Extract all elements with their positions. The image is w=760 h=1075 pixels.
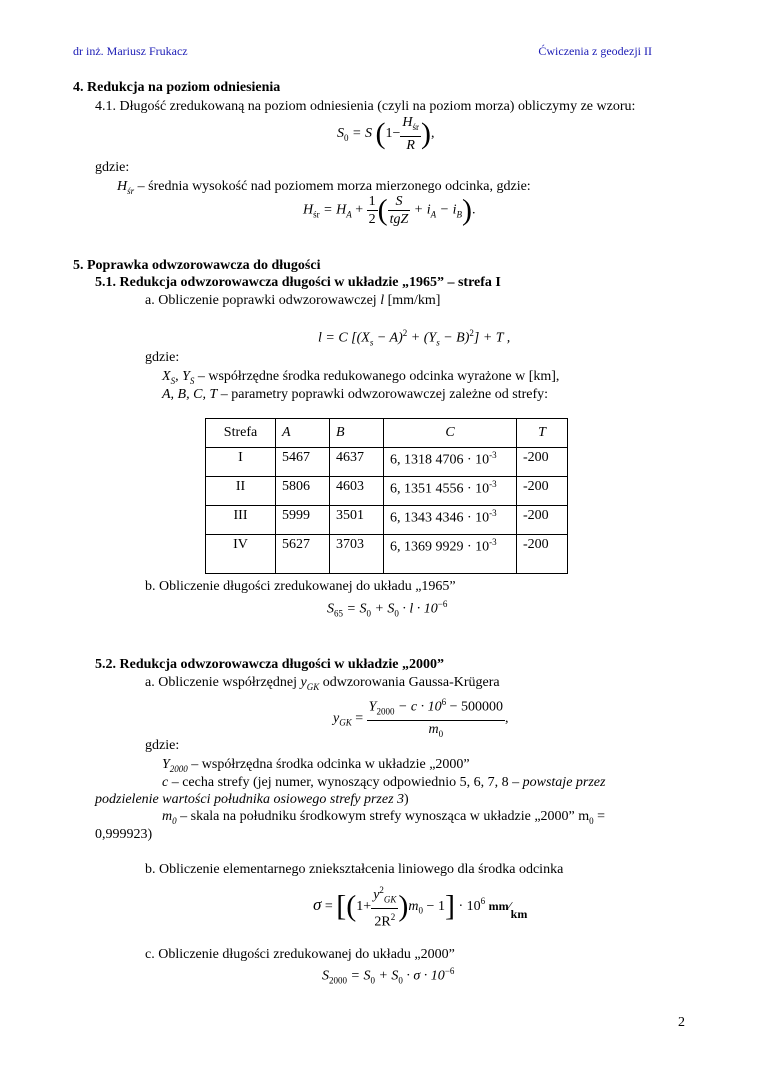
cell-strefa: III xyxy=(206,506,276,535)
step-a-text: a. Obliczenie poprawki odwzorowawczej l [mm/km] xyxy=(145,293,441,308)
strefa-table xyxy=(205,418,568,574)
cell-a: 5806 xyxy=(276,477,330,506)
cell-c: 6, 1343 $4346 \cdot 10^{-3}$ xyxy=(384,506,517,535)
xs-ys-definition: $X_S$, $Y_S$ – współrzędne środka redukowanego odcinka wyrażone w [km], xyxy=(162,369,560,386)
cell-strefa: I xyxy=(206,448,276,477)
formula-hsr: $H_{śr} = H_A$ + $\frac{1}{2}$ ( $\frac{S}{\text{tgZ}}$ + $i_A - i_B$). xyxy=(303,193,476,227)
col-b: B xyxy=(330,419,384,448)
table-header-row xyxy=(206,419,568,448)
cell-b: 4637 xyxy=(330,448,384,477)
step-b-text: b. Obliczenie długości zredukowanej do układu „1965” xyxy=(145,579,456,594)
gdzie-label-2: gdzie: xyxy=(145,350,180,365)
cell-a: 5999 xyxy=(276,506,330,535)
cell-t: -200 xyxy=(517,535,568,574)
col-t: T xyxy=(517,419,568,448)
cell-b: 3501 xyxy=(330,506,384,535)
section-4-1-text: 4.1. Długość zredukowaną na poziom odniesienia (czyli na poziom morza) obliczymy ze wzoru: xyxy=(95,99,636,114)
gdzie-label-3: gdzie: xyxy=(145,738,180,753)
c-definition-line2: podzielenie wartości południka osiowego strefy przez 3) xyxy=(95,792,409,807)
formula-sigma: σ = [(1+ $\frac{y^2_{GK}}{2R^2}$ )$m_0 - 1] \cdot 10^6$ mm∕km xyxy=(313,882,527,931)
y2000-definition: $Y_{2000}$ – współrzędna środka odcinka w układzie „2000” xyxy=(162,757,470,774)
table-row xyxy=(206,535,568,574)
section-5-heading: 5. Poprawka odwzorowawcza do długości xyxy=(73,258,321,273)
step-a2-text: a. Obliczenie współrzędnej $y_{GK}$ odwzorowania Gaussa-Krügera xyxy=(145,675,500,692)
step-b2-text: b. Obliczenie elementarnego zniekształcenia liniowego dla środka odcinka xyxy=(145,862,564,877)
cell-c: 6, 1351 $4556 \cdot 10^{-3}$ xyxy=(384,477,517,506)
abct-definition: A, B, C, T – parametry poprawki odwzorowawczej zależne od strefy: xyxy=(162,387,549,402)
cell-t: -200 xyxy=(517,477,568,506)
col-c: C xyxy=(384,419,517,448)
table-row xyxy=(206,448,568,477)
m0-definition-line2: 0,999923) xyxy=(95,827,153,842)
col-strefa: Strefa xyxy=(206,419,276,448)
table-row xyxy=(206,477,568,506)
formula-l: l = C $[(X_s - A)^2 + (Y_s - B)^2] + T$ , xyxy=(318,328,511,348)
table-row xyxy=(206,506,568,535)
page-number: 2 xyxy=(678,1015,685,1030)
step-c-text: c. Obliczenie długości zredukowanej do układu „2000” xyxy=(145,947,455,962)
formula-s65: $S_{65} = S_0 + S_0 \cdot l \cdot 10^{-6}$ xyxy=(327,599,448,619)
c-definition-line1: c – cecha strefy (jej numer, wynoszący odpowiednio 5, 6, 7, 8 – powstaje przez xyxy=(162,775,606,790)
formula-ygk: $y_{GK}$ = $\frac{Y_{2000} - c \cdot 10^6 - 500000}{m_0}$ , xyxy=(333,694,509,743)
cell-c: 6, 1318 $4706 \cdot 10^{-3}$ xyxy=(384,448,517,477)
header-course: Ćwiczenia z geodezji II xyxy=(538,44,652,58)
cell-b: 4603 xyxy=(330,477,384,506)
formula-s2000: $S_{2000} = S_0 + S_0 \cdot \sigma \cdot 10^{-6}$ xyxy=(322,966,455,986)
hsr-definition: $H_{śr}$ – średnia wysokość nad poziomem morza mierzonego odcinka, gdzie: xyxy=(117,179,531,196)
gdzie-label: gdzie: xyxy=(95,160,130,175)
section-5-1-heading: 5.1. Redukcja odwzorowawcza długości w układzie „1965” – strefa I xyxy=(95,275,501,290)
cell-strefa: IV xyxy=(206,535,276,574)
cell-a: 5467 xyxy=(276,448,330,477)
section-4-heading: 4. Redukcja na poziom odniesienia xyxy=(73,80,281,95)
cell-c: 6, 1369 $9929 \cdot 10^{-3}$ xyxy=(384,535,517,574)
cell-b: 3703 xyxy=(330,535,384,574)
cell-a: 5627 xyxy=(276,535,330,574)
cell-t: -200 xyxy=(517,506,568,535)
header-author: dr inż. Mariusz Frukacz xyxy=(73,44,188,58)
cell-t: -200 xyxy=(517,448,568,477)
m0-definition-line1: $m_0$ – skala na południku środkowym strefy wynosząca w układzie „2000” $m_0$ = xyxy=(162,809,606,826)
section-5-2-heading: 5.2. Redukcja odwzorowawcza długości w układzie „2000” xyxy=(95,657,444,672)
cell-strefa: II xyxy=(206,477,276,506)
col-a: A xyxy=(276,419,330,448)
unit-mm-per-km: mm∕km xyxy=(488,898,528,921)
formula-s0: $S_0 = S$ (1− $\frac{H_{śr}}{R}$ ), xyxy=(337,115,435,153)
